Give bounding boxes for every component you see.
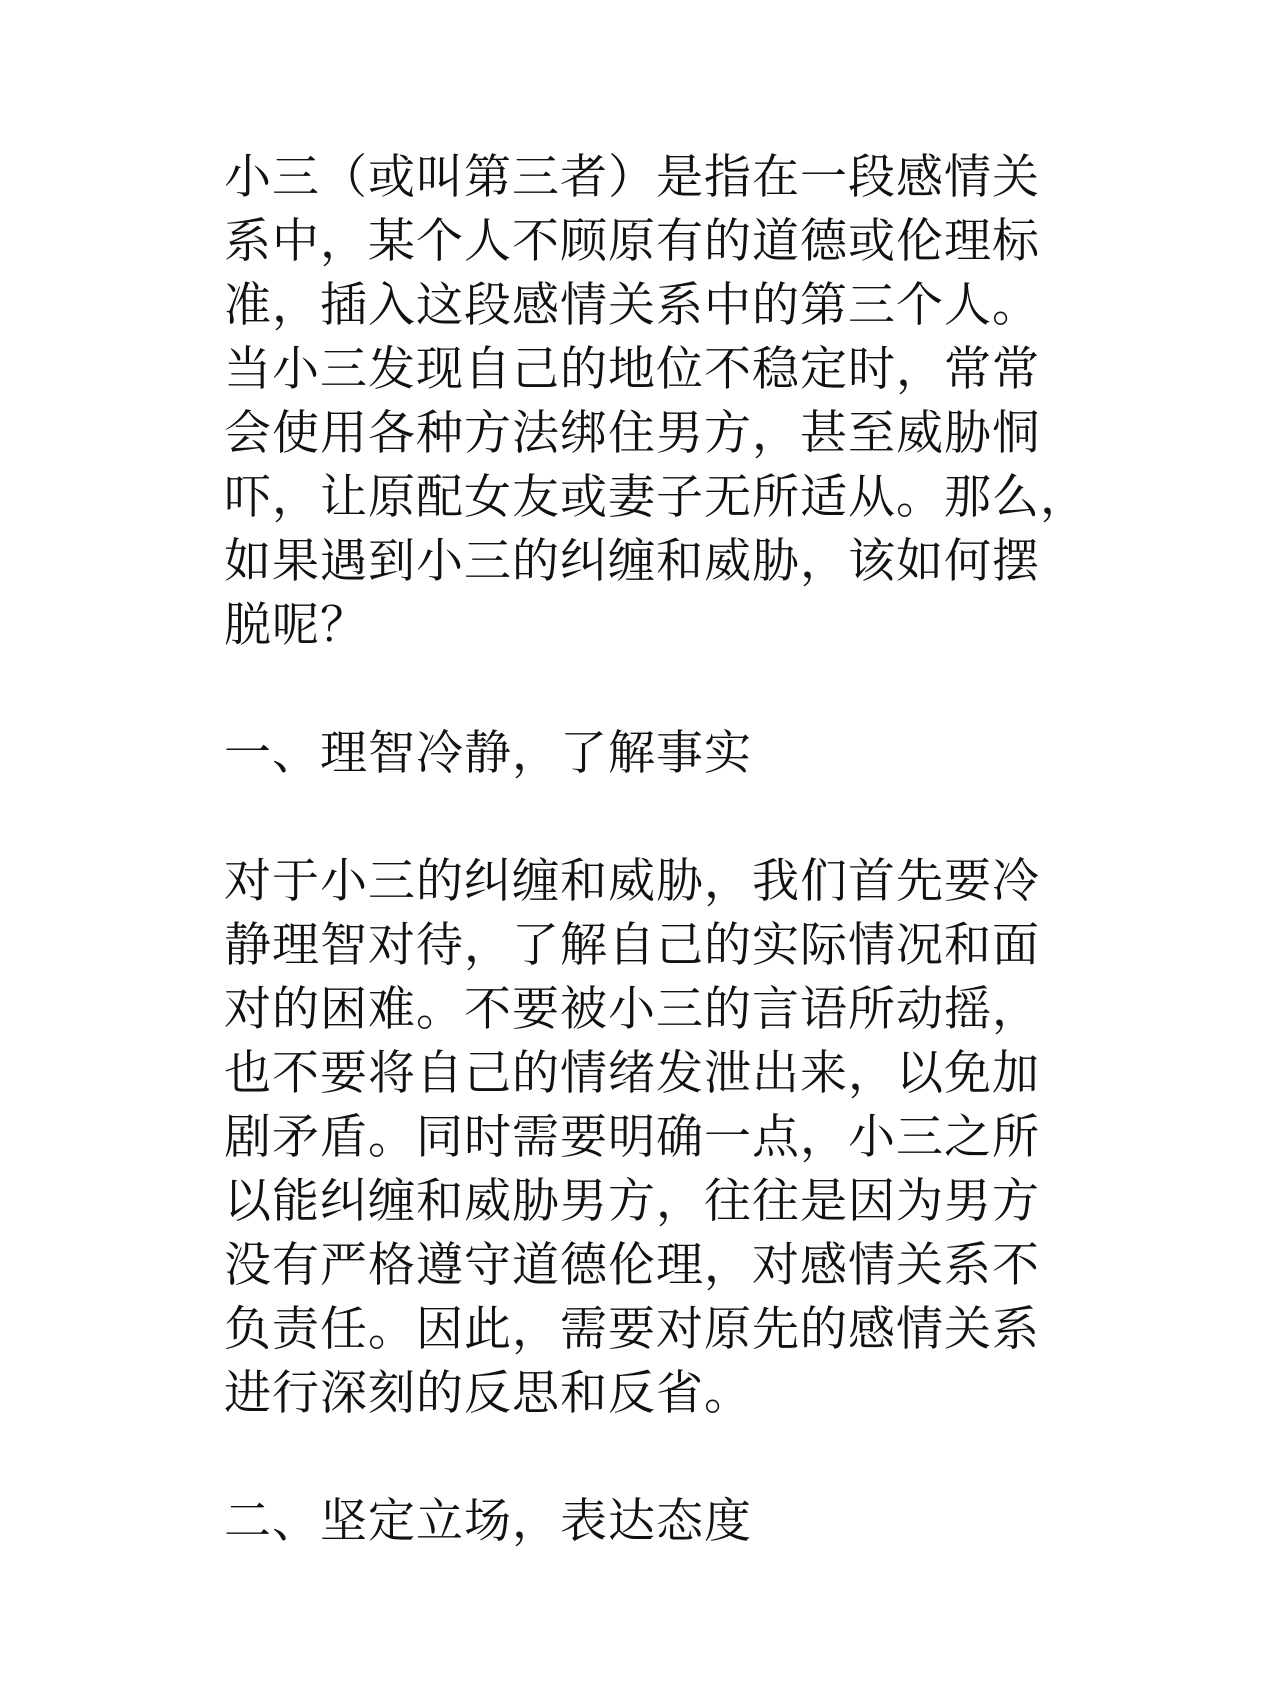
intro-line: 脱呢？: [224, 598, 368, 653]
intro-line: 系中，某个人不顾原有的道德或伦理标: [224, 214, 1040, 269]
section-1-heading: 一、理智冷静，了解事实: [224, 726, 752, 781]
intro-line: 当小三发现自己的地位不稳定时，常常: [224, 342, 1040, 397]
section-1-line: 剧矛盾。同时需要明确一点，小三之所: [224, 1110, 1040, 1165]
blank-line: [224, 658, 1084, 722]
article: [224, 146, 1088, 1554]
intro-line: 小三（或叫第三者）是指在一段感情关: [224, 150, 1040, 205]
section-1-line: 也不要将自己的情绪发泄出来，以免加: [224, 1046, 1040, 1101]
intro-line: 准，插入这段感情关系中的第三个人。: [224, 278, 1040, 333]
section-1-line: 对于小三的纠缠和威胁，我们首先要冷: [224, 854, 1040, 909]
section-1-paragraph: [224, 850, 1084, 1426]
intro-line: 吓，让原配女友或妻子无所适从。那么，: [224, 470, 1088, 525]
section-1-line: 以能纠缠和威胁男方，往往是因为男方: [224, 1174, 1040, 1229]
section-1-line: 负责任。因此，需要对原先的感情关系: [224, 1302, 1040, 1357]
section-2-heading: 二、坚定立场，表达态度: [224, 1494, 752, 1549]
section-1-line: 没有严格遵守道德伦理，对感情关系不: [224, 1238, 1040, 1293]
intro-line: 如果遇到小三的纠缠和威胁，该如何摆: [224, 534, 1040, 589]
intro-line: 会使用各种方法绑住男方，甚至威胁恫: [224, 406, 1040, 461]
intro-paragraph: [224, 146, 1088, 658]
blank-line: [224, 786, 1084, 850]
section-1-line: 对的困难。不要被小三的言语所动摇，: [224, 982, 1040, 1037]
blank-line: [224, 1426, 1084, 1490]
section-1-line: 静理智对待，了解自己的实际情况和面: [224, 918, 1040, 973]
section-1-line: 进行深刻的反思和反省。: [224, 1366, 752, 1421]
